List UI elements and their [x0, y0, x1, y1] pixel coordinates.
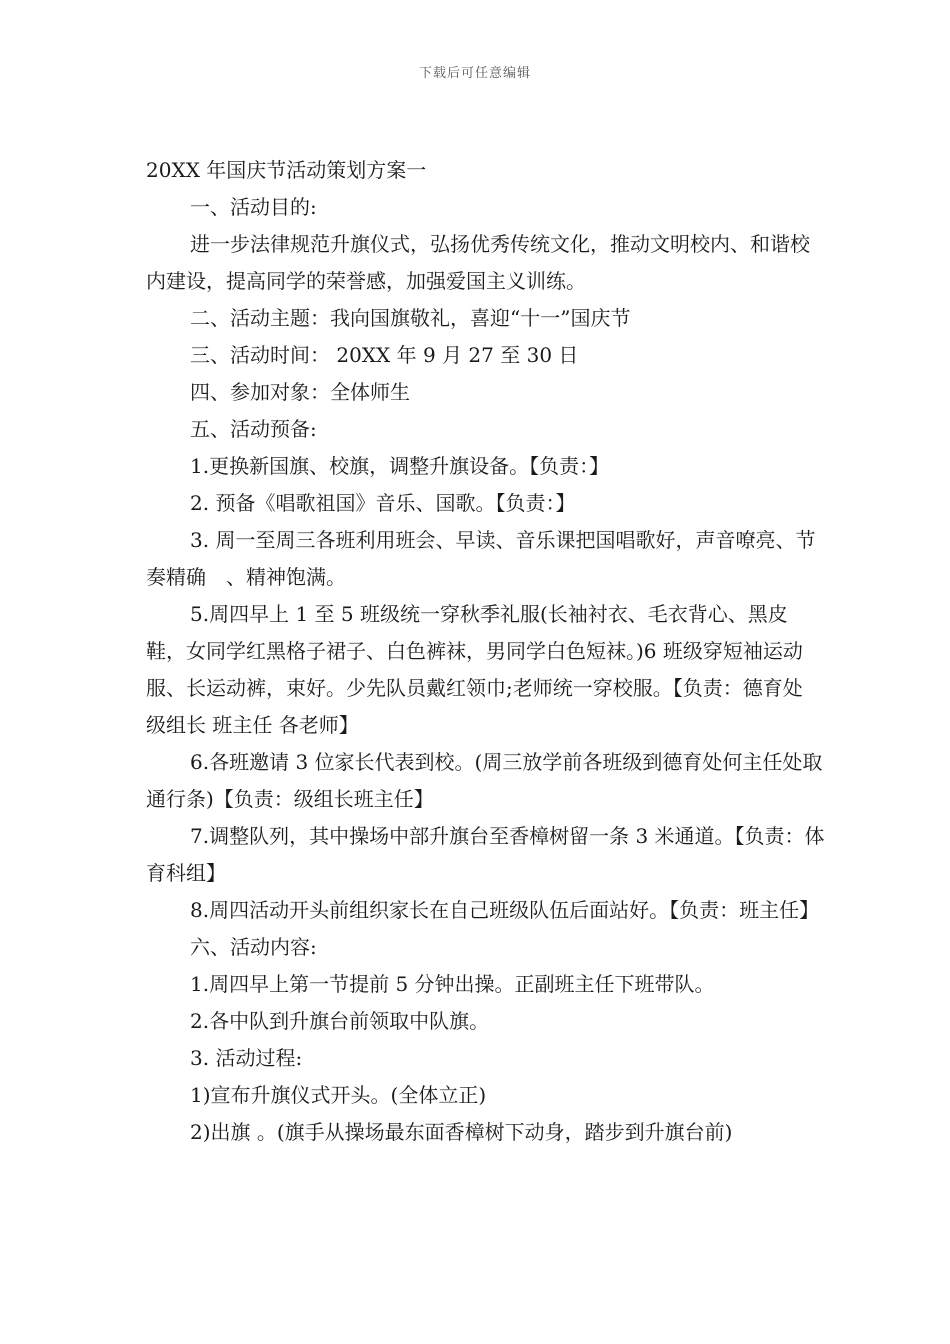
paragraph: 六、活动内容: [190, 935, 317, 959]
paragraph: 五、活动预备: [190, 417, 317, 441]
paragraph: 7.调整队列，其中操场中部升旗台至香樟树留一条 3 米通道。【负责：体育科组】 [146, 824, 825, 885]
paragraph: 1)宣布升旗仪式开头。(全体立正) [190, 1083, 487, 1107]
paragraph: 3. 活动过程: [190, 1046, 303, 1070]
paragraph: 四、参加对象：全体师生 [190, 380, 410, 404]
paragraph: 3. 周一至周三各班利用班会、早读、音乐课把国唱歌好，声音嘹亮、节奏精确 、精神饱满。 [146, 528, 816, 589]
paragraph: 2. 预备《唱歌祖国》音乐、国歌。【负责：】 [190, 491, 576, 515]
paragraph: 5.周四早上 1 至 5 班级统一穿秋季礼服(长袖衬衣、毛衣背心、黑皮鞋，女同学红黑格子裙子、白色裤袜，男同学白色短袜。)6 班级穿短袖运动服、长运动裤，束好。少先队员戴红领巾;老师统一穿校服。【负责：德育处 级组长 班主任 各老师】 [146, 602, 803, 737]
document-title: 20XX 年国庆节活动策划方案一 [146, 158, 427, 182]
paragraph: 1.周四早上第一节提前 5 分钟出操。正副班主任下班带队。 [190, 972, 715, 996]
paragraph: 三、活动时间： 20XX 年 9 月 27 至 30 日 [190, 343, 579, 367]
header-note: 下载后可任意编辑 [418, 66, 531, 81]
paragraph: 二、活动主题：我向国旗敬礼，喜迎“十一”国庆节 [190, 306, 631, 330]
paragraph: 2.各中队到升旗台前领取中队旗。 [190, 1009, 490, 1033]
paragraph: 8.周四活动开头前组织家长在自己班级队伍后面站好。【负责：班主任】 [190, 898, 820, 922]
paragraph: 一、活动目的: [190, 195, 317, 219]
paragraph: 2)出旗 。(旗手从操场最东面香樟树下动身，踏步到升旗台前) [190, 1120, 733, 1144]
document-body [146, 152, 826, 1151]
paragraph: 6.各班邀请 3 位家长代表到校。(周三放学前各班级到德育处何主任处取通行条)【负责：级组长班主任】 [146, 750, 823, 811]
paragraph: 进一步法律规范升旗仪式，弘扬优秀传统文化，推动文明校内、和谐校内建设，提高同学的荣誉感，加强爱国主义训练。 [146, 232, 810, 293]
paragraph: 1.更换新国旗、校旗，调整升旗设备。【负责：】 [190, 454, 610, 478]
